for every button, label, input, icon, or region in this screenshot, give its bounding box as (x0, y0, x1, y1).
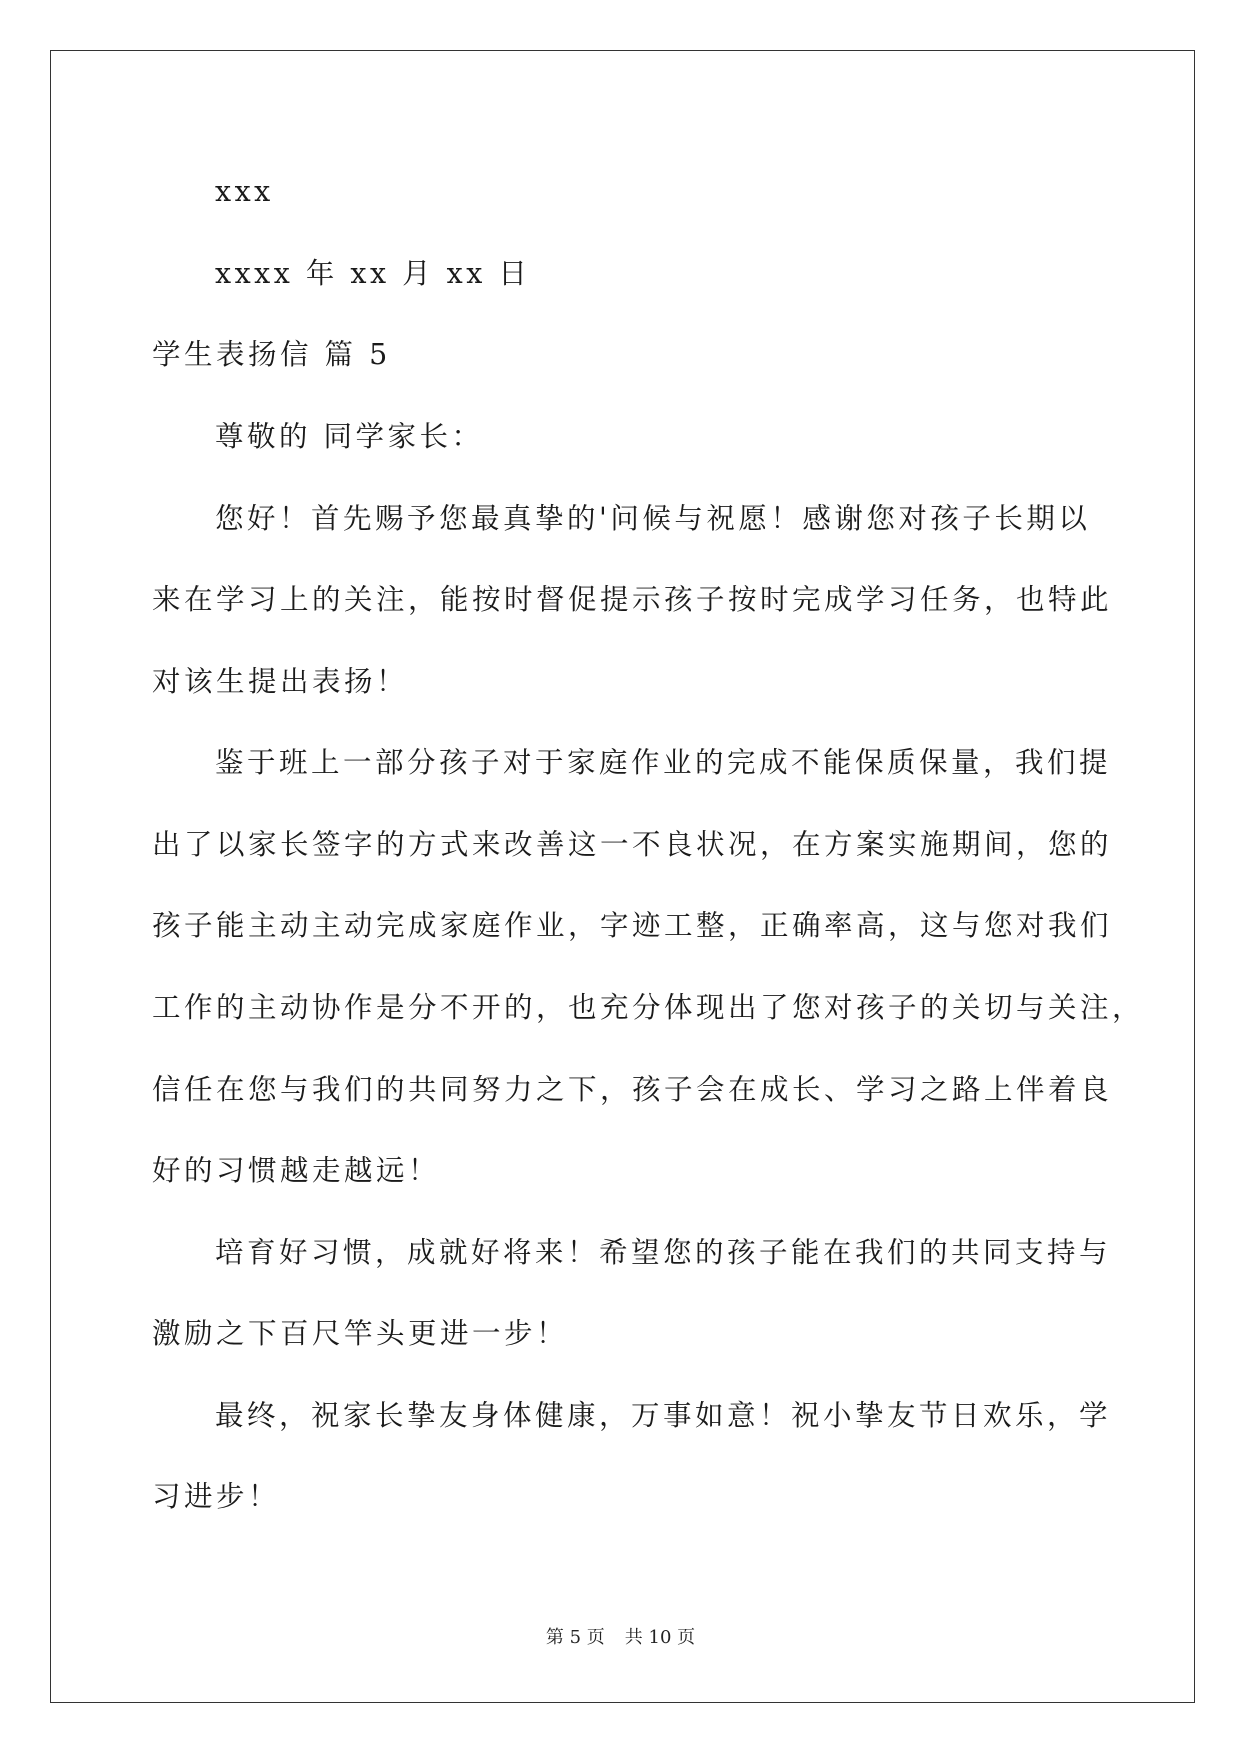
body-line: 出了以家长签字的方式来改善这一不良状况，在方案实施期间，您的 (152, 828, 1113, 861)
body-line: 习进步！ (152, 1480, 281, 1513)
body-line: 您好！首先赐予您最真挚的'问候与祝愿！感谢您对孩子长期以 (215, 502, 1091, 535)
body-line: 孩子能主动主动完成家庭作业，字迹工整，正确率高，这与您对我们 (152, 909, 1113, 942)
page-footer (0, 1626, 1241, 1650)
signature-name: xxx (215, 175, 274, 208)
body-line: 工作的主动协作是分不开的，也充分体现出了您对孩子的关切与关注， (152, 991, 1145, 1024)
body-line: 培育好习惯，成就好将来！希望您的孩子能在我们的共同支持与 (215, 1236, 1112, 1269)
body-line: 最终，祝家长挚友身体健康，万事如意！祝小挚友节日欢乐，学 (215, 1399, 1112, 1432)
body-line: 信任在您与我们的共同努力之下，孩子会在成长、学习之路上伴着良 (152, 1073, 1113, 1106)
signature-date: xxxx 年 xx 月 xx 日 (215, 257, 531, 290)
section-heading: 学生表扬信 篇 5 (152, 338, 391, 371)
body-line: 激励之下百尺竿头更进一步！ (152, 1317, 569, 1350)
salutation: 尊敬的 同学家长： (215, 420, 484, 453)
page-total: 共 10 页 (624, 1627, 696, 1648)
body-line: 鉴于班上一部分孩子对于家庭作业的完成不能保质保量，我们提 (215, 746, 1112, 779)
body-line: 对该生提出表扬！ (152, 665, 409, 698)
page-border (50, 50, 1195, 1703)
body-line: 好的习惯越走越远！ (152, 1154, 441, 1187)
body-line: 来在学习上的关注，能按时督促提示孩子按时完成学习任务，也特此 (152, 583, 1113, 616)
page-number: 第 5 页 (545, 1627, 605, 1648)
